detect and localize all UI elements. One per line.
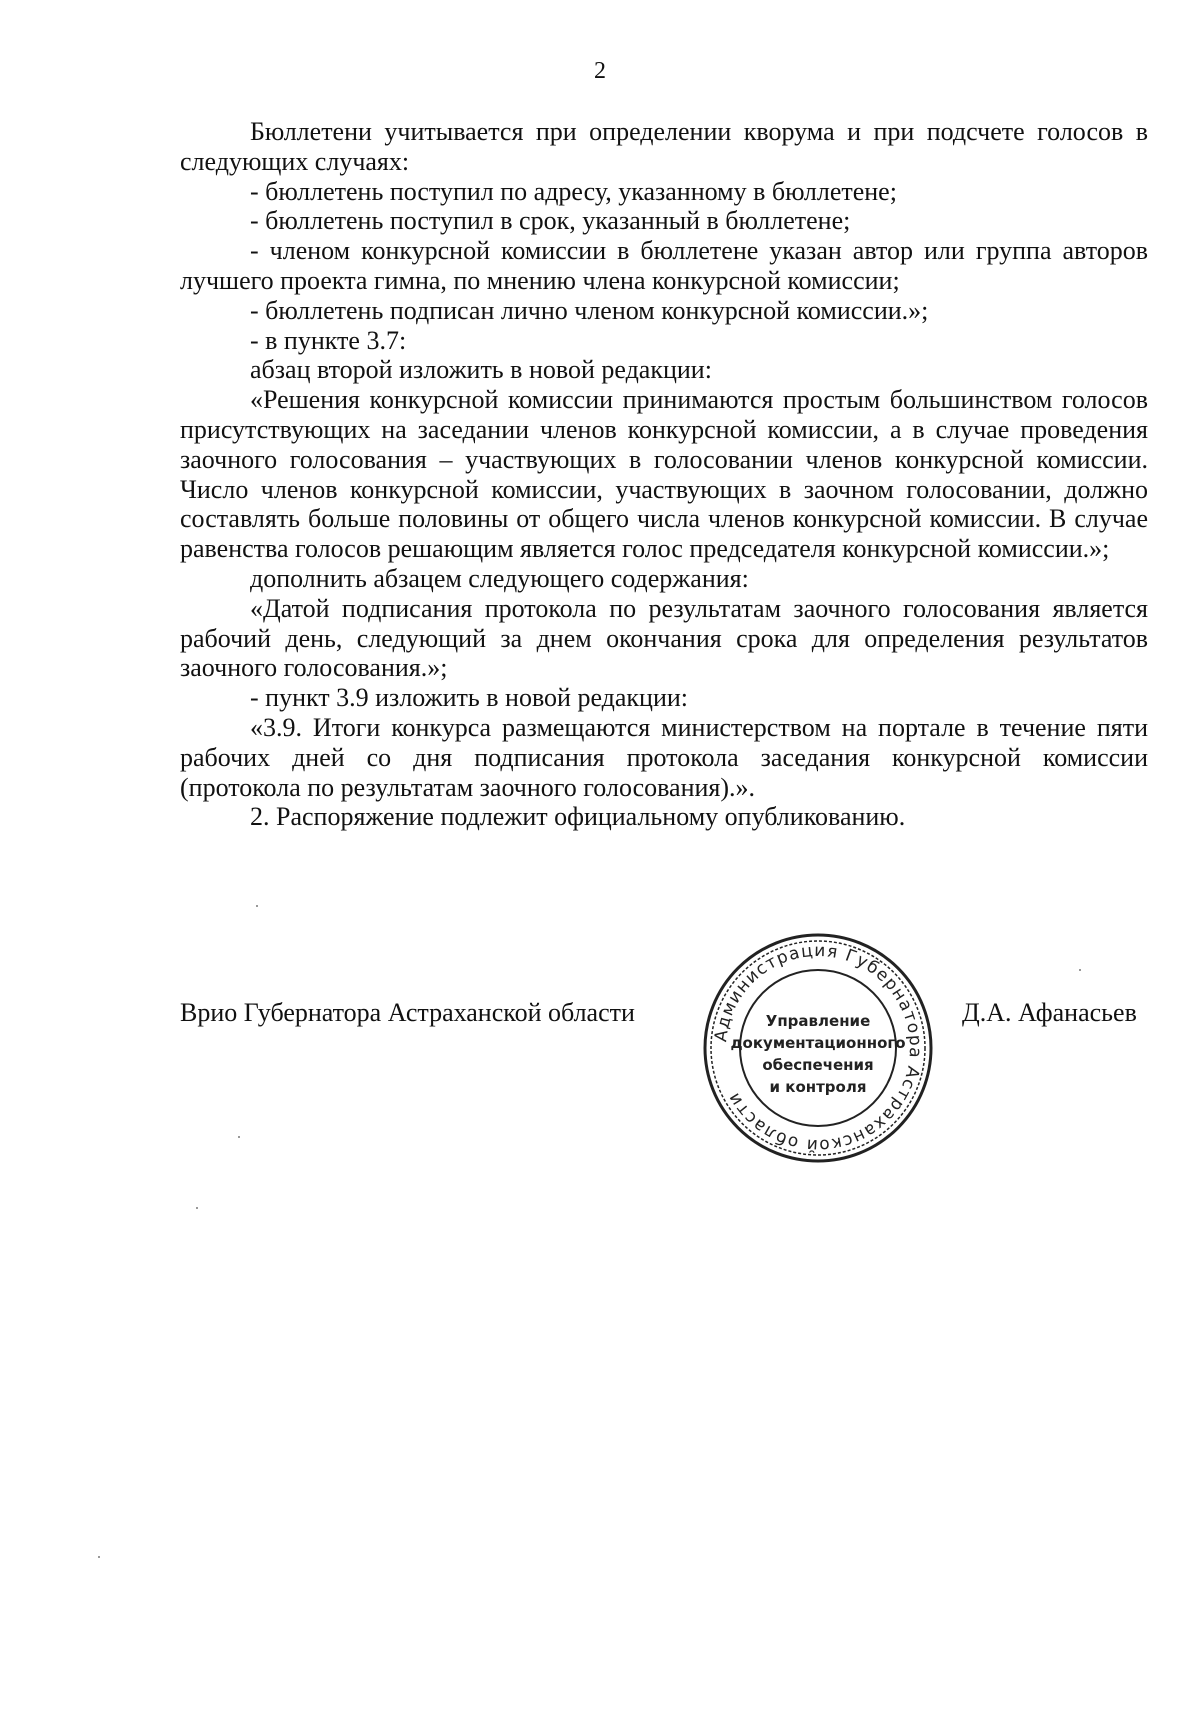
stamp-line-3: обеспечения bbox=[762, 1056, 874, 1074]
paragraph-second-abstract: абзац второй изложить в новой редакции: bbox=[250, 355, 712, 385]
paragraph-add-abstract: дополнить абзацем следующего содержания: bbox=[250, 563, 749, 593]
stamp-line-4: и контроля bbox=[769, 1078, 867, 1096]
paragraph-signing-date-quote: «Датой подписания протокола по результатам заочного голосования является рабочий день, следующий за днем окончания срока для определения результатов заочного голосования.»; bbox=[180, 593, 1148, 683]
paragraph-decisions-quote: «Решения конкурсной комиссии принимаются простым большинством голосов присутствующих на заседании членов конкурсной комиссии, а в случае проведения заочного голосования – участвующих в голосовании членов конкурсной комиссии. Число членов конкурсной комиссии, участвующих в заочном голосовании, должно составлять больше половины от общего числа членов конкурсной комиссии. В случае равенства голосов решающим является голос председателя конкурсной комиссии.»; bbox=[180, 385, 1148, 564]
scan-speck bbox=[1079, 969, 1081, 971]
paragraph-clause-3-7: - в пункте 3.7: bbox=[250, 325, 407, 355]
signatory-position: Врио Губернатора Астраханской области bbox=[180, 998, 635, 1027]
scan-speck bbox=[196, 1207, 198, 1209]
page-number: 2 bbox=[594, 58, 606, 84]
stamp-line-1: Управление bbox=[765, 1012, 871, 1030]
paragraph-results-quote: «3.9. Итоги конкурса размещаются министерством на портале в течение пяти рабочих дней со дня подписания протокола заседания конкурсной комиссии (протокола по результатам заочного голосования).». bbox=[180, 712, 1148, 802]
paragraph-publication: 2. Распоряжение подлежит официальному опубликованию. bbox=[250, 802, 906, 832]
paragraph-ballot-counting: Бюллетени учитывается при определении кворума и при подсчете голосов в следующих случаях: bbox=[180, 117, 1148, 176]
list-item-author: - членом конкурсной комиссии в бюллетене указан автор или группа авторов лучшего проекта гимна, по мнению члена конкурсной комиссии; bbox=[180, 236, 1148, 295]
scan-speck bbox=[256, 905, 258, 907]
list-item-signed: - бюллетень подписан лично членом конкурсной комиссии.»; bbox=[250, 295, 929, 325]
scan-speck bbox=[238, 1136, 240, 1138]
scan-speck bbox=[98, 1556, 100, 1558]
document-body bbox=[180, 117, 1148, 832]
list-item-deadline: - бюллетень поступил в срок, указанный в бюллетене; bbox=[250, 206, 851, 236]
list-item-address: - бюллетень поступил по адресу, указанному в бюллетене; bbox=[250, 176, 897, 206]
paragraph-clause-3-9: - пункт 3.9 изложить в новой редакции: bbox=[250, 683, 689, 713]
official-stamp bbox=[700, 930, 936, 1166]
signatory-name: Д.А. Афанасьев bbox=[962, 998, 1137, 1027]
stamp-ring-text: Администрация Губернатора Астраханской области bbox=[711, 940, 926, 1156]
stamp-line-2: документационного bbox=[730, 1034, 906, 1052]
